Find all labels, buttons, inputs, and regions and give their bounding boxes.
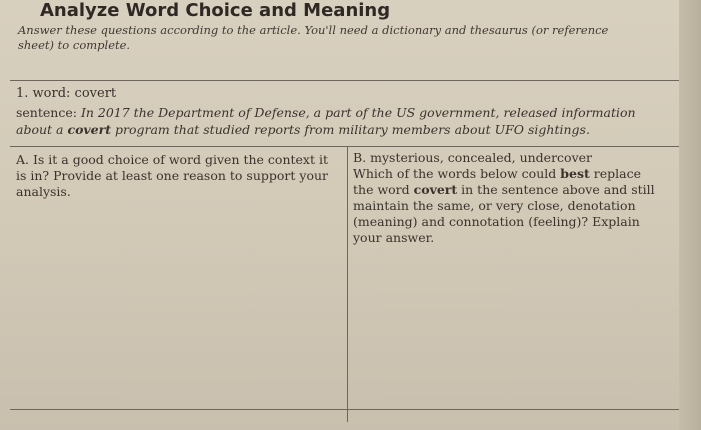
part-b-prompt xyxy=(353,166,663,246)
sentence-row xyxy=(16,104,671,138)
part-a-question: A. Is it a good choice of word given the context it is in? Provide at least one reason to support your analysis. xyxy=(16,152,328,199)
table-bottom-border xyxy=(10,409,690,410)
word-label: 1. word: xyxy=(16,86,71,101)
sentence-label: sentence: xyxy=(16,105,77,120)
sentence-text-part1: In 2017 the Department of Defense, a part of the US government, released information about a xyxy=(16,105,636,137)
column-divider xyxy=(347,146,348,422)
question-table xyxy=(10,72,690,422)
page-title: Analyze Word Choice and Meaning xyxy=(40,0,391,21)
sentence-text-part2: program that studied reports from military members about UFO sightings. xyxy=(114,122,590,137)
part-b-covert: covert xyxy=(413,182,458,197)
part-b-text-3: in the sentence above and still maintain the same, or very close, denotation (meaning) and connotation (feeling)? Explain your answer. xyxy=(353,182,655,245)
instructions-text: Answer these questions according to the article. You'll need a dictionary and thesaurus (or reference sheet) to complete. xyxy=(18,23,609,52)
part-b-text-2: replace the word xyxy=(353,166,641,197)
part-b-word-options: B. mysterious, concealed, undercover xyxy=(353,150,593,165)
part-b-best: best xyxy=(560,166,590,181)
row-divider xyxy=(10,146,690,147)
word-row xyxy=(16,86,116,101)
sentence-target-word: covert xyxy=(67,122,111,137)
target-word: covert xyxy=(74,86,117,101)
part-b-text-1: Which of the words below could xyxy=(353,166,557,181)
part-b-question xyxy=(353,150,663,246)
table-top-border xyxy=(10,80,690,81)
page-edge-shadow xyxy=(679,0,701,430)
